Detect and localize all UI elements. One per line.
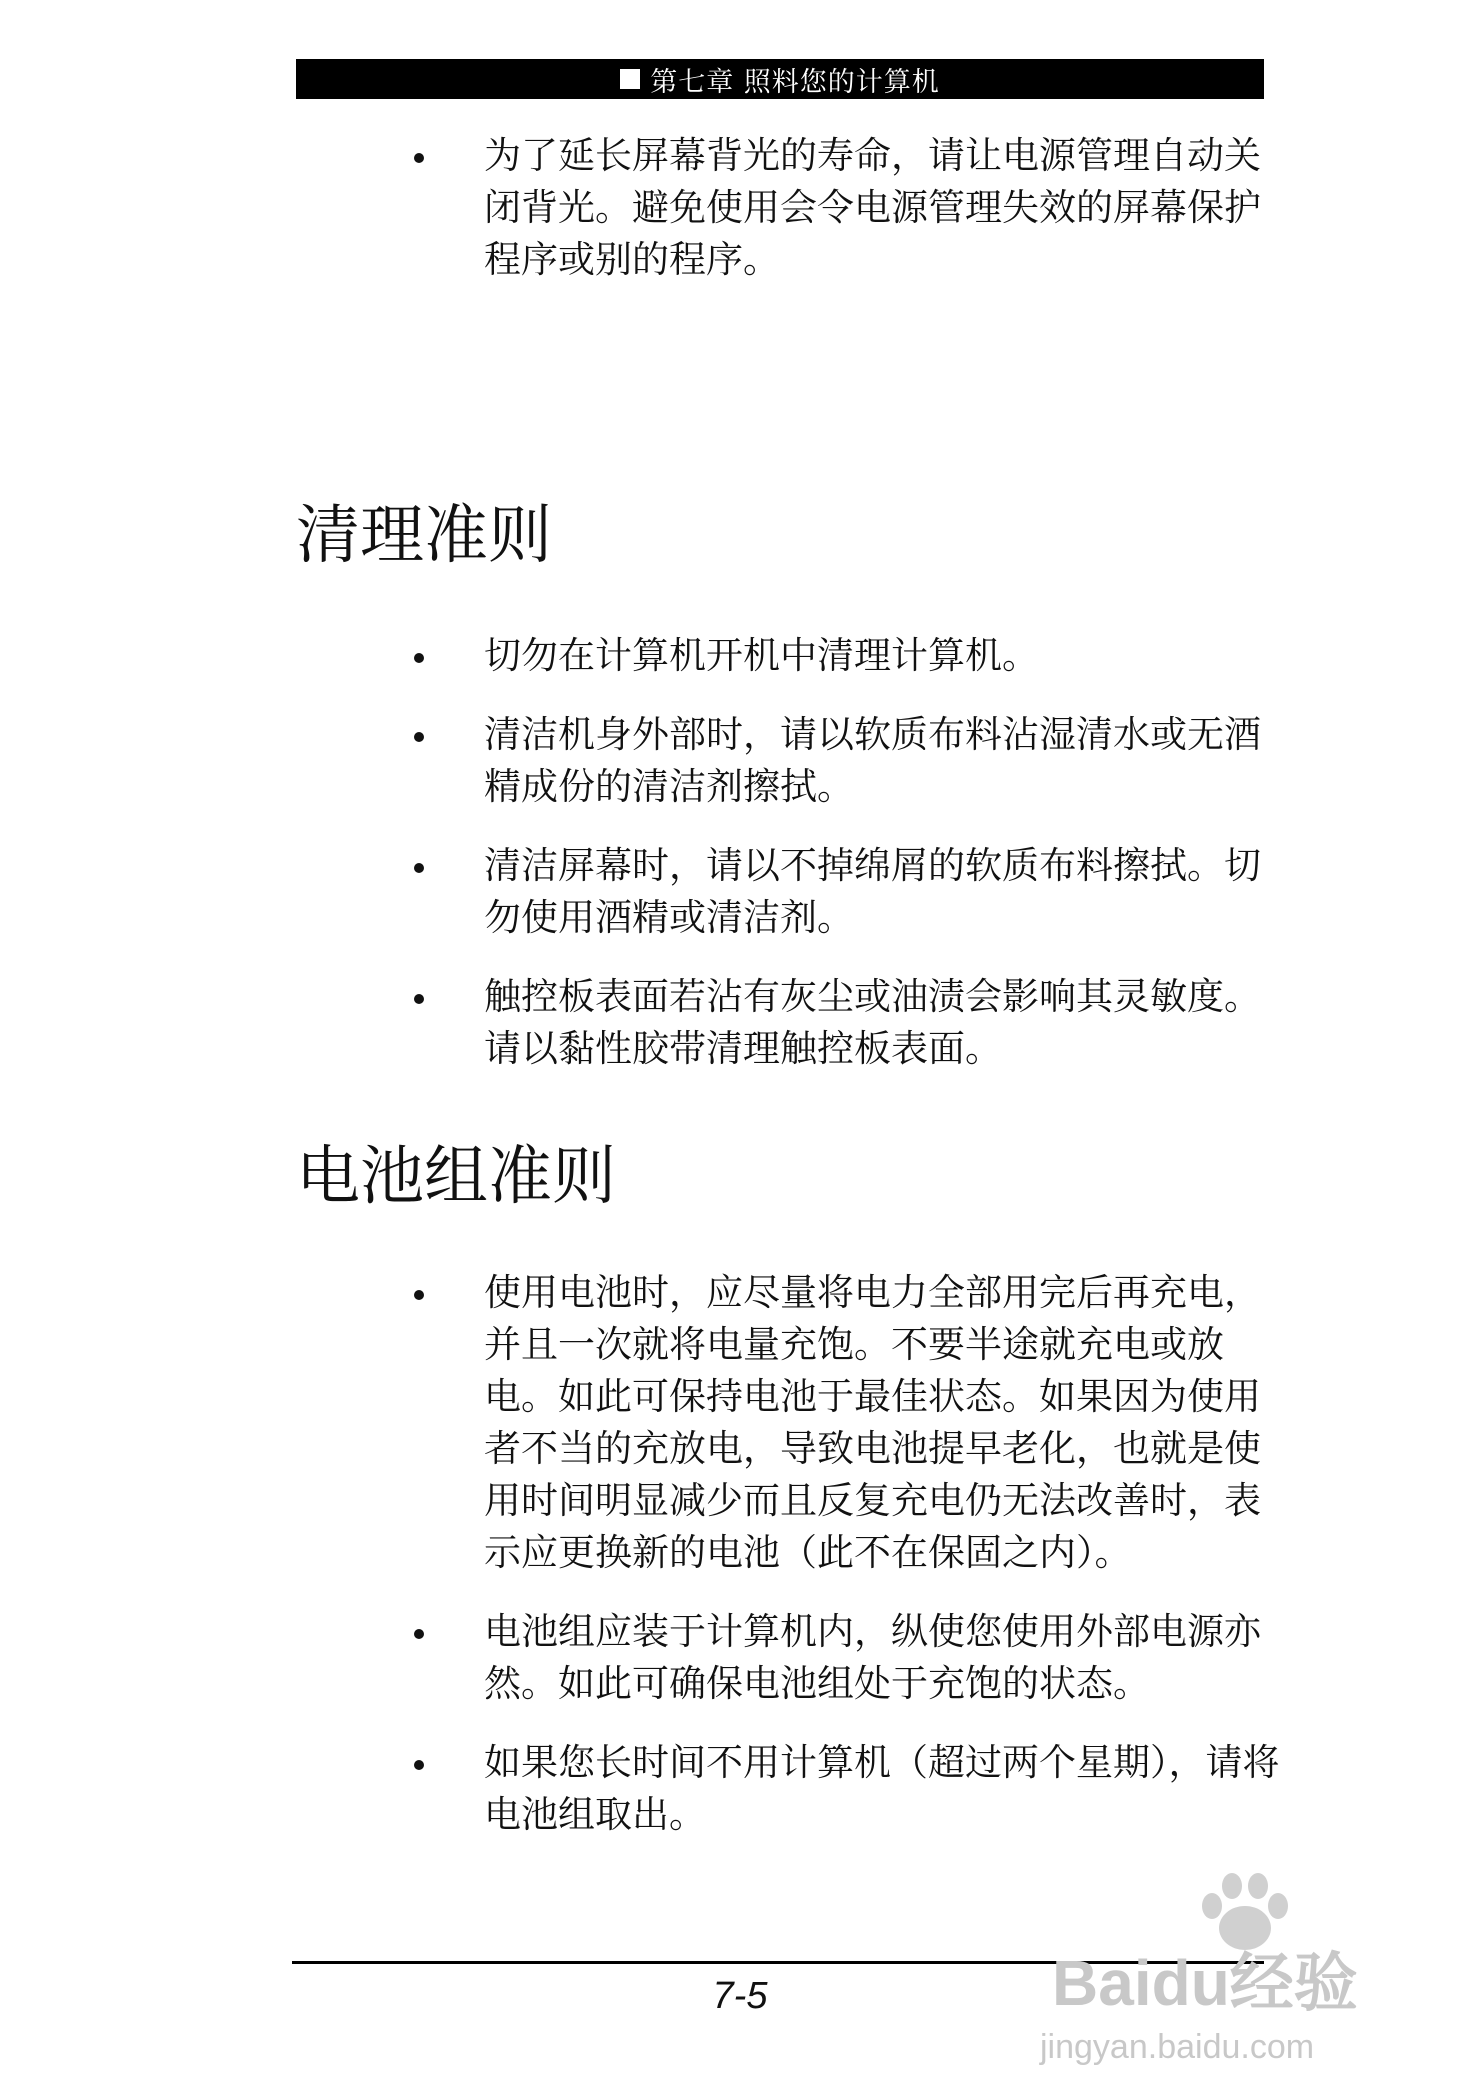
cleaning-bullet-list xyxy=(296,630,1286,1075)
list-item: 触控板表面若沾有灰尘或油渍会影响其灵敏度。请以黏性胶带清理触控板表面。 xyxy=(296,971,1286,1075)
list-item: 清洁机身外部时，请以软质布料沾湿清水或无酒精成份的清洁剂擦拭。 xyxy=(296,709,1286,813)
intro-section xyxy=(296,130,1286,313)
chapter-header-bar xyxy=(296,59,1264,99)
battery-bullet-list xyxy=(296,1267,1286,1841)
list-item: 清洁屏幕时，请以不掉绵屑的软质布料擦拭。切勿使用酒精或清洁剂。 xyxy=(296,840,1286,944)
list-item: 为了延长屏幕背光的寿命，请让电源管理自动关闭背光。避免使用会令电源管理失效的屏幕保护程序或别的程序。 xyxy=(296,130,1286,286)
watermark-site: jingyan.baidu.com xyxy=(1040,2028,1315,2066)
list-item: 电池组应装于计算机内，纵使您使用外部电源亦然。如此可确保电池组处于充饱的状态。 xyxy=(296,1606,1286,1710)
list-item: 如果您长时间不用计算机（超过两个星期），请将电池组取出。 xyxy=(296,1737,1286,1841)
section-heading-cleaning: 清理准则 xyxy=(296,499,552,573)
cleaning-section xyxy=(296,630,1286,1102)
watermark-brand: Baidu经验 xyxy=(1052,1947,1358,2019)
square-bullet-icon xyxy=(620,69,640,89)
bullet-icon xyxy=(414,732,424,742)
bullet-icon xyxy=(414,994,424,1004)
page-number: 7-5 xyxy=(712,1975,768,2017)
intro-bullet-list xyxy=(296,130,1286,286)
bullet-icon xyxy=(414,1629,424,1639)
bullet-icon xyxy=(414,153,424,163)
chapter-title: 第七章 照料您的计算机 xyxy=(650,66,940,98)
battery-section xyxy=(296,1267,1286,1868)
list-item: 切勿在计算机开机中清理计算机。 xyxy=(296,630,1286,682)
bullet-icon xyxy=(414,653,424,663)
bullet-icon xyxy=(414,1290,424,1300)
bullet-icon xyxy=(414,863,424,873)
section-heading-battery: 电池组准则 xyxy=(296,1140,616,1214)
baidu-watermark xyxy=(1040,1870,1400,2070)
bullet-icon xyxy=(414,1760,424,1770)
list-item: 使用电池时，应尽量将电力全部用完后再充电，并且一次就将电量充饱。不要半途就充电或放电。如此可保持电池于最佳状态。如果因为使用者不当的充放电，导致电池提早老化，也就是使用时间明显减少而且反复充电仍无法改善时，表示应更换新的电池（此不在保固之内）。 xyxy=(296,1267,1286,1579)
